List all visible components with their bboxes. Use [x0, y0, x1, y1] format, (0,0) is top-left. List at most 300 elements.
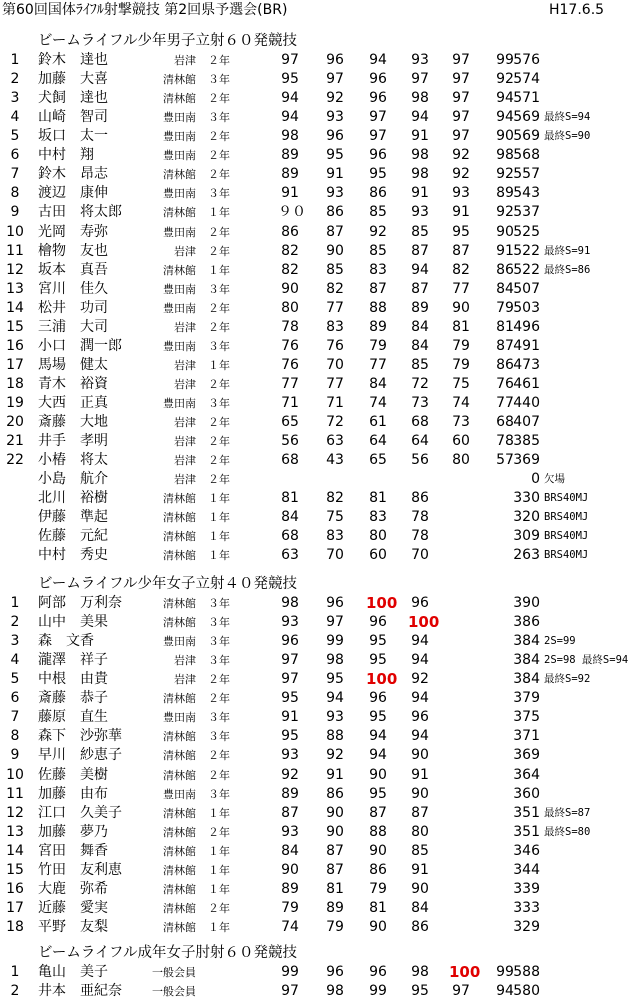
cell-grade: ３年	[208, 111, 230, 124]
cell-name: 坂本 真吾	[38, 262, 108, 278]
cell-school: 豊田南	[163, 788, 196, 801]
cell-s6: 94	[496, 90, 514, 106]
cell-rank: 9	[10, 204, 20, 220]
cell-name: 佐藤 美樹	[38, 767, 108, 783]
cell-total: 320	[513, 509, 540, 525]
cell-name: 竹田 友利恵	[38, 862, 122, 878]
cell-s4: 94	[411, 690, 429, 706]
cell-s4: 56	[411, 452, 429, 468]
cell-s2: 83	[326, 528, 344, 544]
cell-rank: 4	[10, 109, 20, 125]
cell-name: 平野 友梨	[38, 919, 108, 935]
cell-grade: １年	[208, 845, 230, 858]
cell-s5: 90	[452, 300, 470, 316]
cell-grade: ２年	[208, 149, 230, 162]
cell-s1: 97	[281, 671, 299, 687]
cell-school: 清林館	[163, 902, 196, 915]
cell-s1: 94	[281, 90, 299, 106]
cell-s4: 85	[411, 843, 429, 859]
cell-s1: 90	[281, 862, 299, 878]
section-title: ビームライフル少年女子立射４０発競技	[38, 576, 297, 592]
cell-rank: 15	[6, 862, 24, 878]
cell-s6: 92	[496, 71, 514, 87]
cell-s2: 77	[326, 300, 344, 316]
cell-s2: 81	[326, 881, 344, 897]
cell-s3: 90	[369, 919, 387, 935]
cell-s2: 70	[326, 547, 344, 563]
cell-s2: 89	[326, 900, 344, 916]
cell-s3: 88	[369, 824, 387, 840]
cell-s1: 94	[281, 109, 299, 125]
cell-s3: 83	[369, 262, 387, 278]
cell-s1: 84	[281, 509, 299, 525]
cell-name: 青木 裕資	[38, 376, 108, 392]
cell-grade: １年	[208, 359, 230, 372]
cell-s2: 91	[326, 767, 344, 783]
cell-s2: 99	[326, 633, 344, 649]
cell-s3: 95	[369, 709, 387, 725]
cell-s4: 90	[411, 747, 429, 763]
cell-s2: 76	[326, 338, 344, 354]
cell-s6: 92	[496, 204, 514, 220]
cell-s1: 79	[281, 900, 299, 916]
cell-s3: 87	[369, 805, 387, 821]
cell-s2: 94	[326, 690, 344, 706]
cell-school: 岩津	[174, 435, 196, 448]
cell-s3: 81	[369, 900, 387, 916]
cell-s4: 94	[411, 262, 429, 278]
cell-s6: 94	[496, 109, 514, 125]
cell-rank: 17	[6, 357, 24, 373]
cell-s4: 94	[411, 652, 429, 668]
cell-s4: 78	[411, 509, 429, 525]
cell-rank: 12	[6, 262, 24, 278]
cell-total: 386	[513, 614, 540, 630]
cell-s5: 92	[452, 147, 470, 163]
cell-s4: 85	[411, 224, 429, 240]
cell-grade: ３年	[208, 711, 230, 724]
cell-school: 清林館	[163, 530, 196, 543]
cell-s2: 93	[326, 185, 344, 201]
cell-s4: 85	[411, 357, 429, 373]
cell-s1: 91	[281, 185, 299, 201]
cell-name: 斎藤 恭子	[38, 690, 108, 706]
cell-rank: 9	[10, 747, 20, 763]
cell-s2: 96	[326, 128, 344, 144]
cell-total: 580	[513, 983, 540, 999]
cell-s3: 96	[369, 690, 387, 706]
cell-total: 385	[513, 433, 540, 449]
cell-name: 光岡 寿弥	[38, 224, 108, 240]
cell-note: BRS40MJ	[544, 549, 589, 561]
cell-note: BRS40MJ	[544, 530, 589, 542]
cell-rank: 7	[10, 166, 20, 182]
cell-s2: 77	[326, 376, 344, 392]
cell-s4: 84	[411, 900, 429, 916]
cell-s3: 65	[369, 452, 387, 468]
cell-rank: 19	[6, 395, 24, 411]
cell-s1: 89	[281, 786, 299, 802]
cell-s5: 97	[452, 71, 470, 87]
cell-s4: 84	[411, 338, 429, 354]
cell-total: 384	[513, 652, 540, 668]
cell-s3: 96	[369, 964, 387, 980]
cell-rank: 5	[10, 128, 20, 144]
cell-s1: 76	[281, 357, 299, 373]
cell-note: 最終S=92	[544, 673, 591, 685]
cell-s6: 68	[496, 414, 514, 430]
cell-s1: 97	[281, 983, 299, 999]
cell-total: 503	[513, 300, 540, 316]
cell-grade: ２年	[208, 902, 230, 915]
cell-s3: 95	[369, 166, 387, 182]
cell-s5: 97	[452, 128, 470, 144]
cell-name: 古田 将太郎	[38, 204, 122, 220]
cell-rank: 2	[10, 983, 20, 999]
cell-school: 清林館	[163, 826, 196, 839]
cell-grade: ２年	[208, 245, 230, 258]
cell-s1: 81	[281, 490, 299, 506]
cell-s1: 77	[281, 376, 299, 392]
cell-total: 384	[513, 633, 540, 649]
cell-s5: 100	[449, 963, 481, 981]
cell-name: 藤原 直生	[38, 709, 108, 725]
cell-grade: ３年	[208, 187, 230, 200]
cell-total: 569	[513, 109, 540, 125]
cell-school: 清林館	[163, 864, 196, 877]
cell-name: 加藤 由布	[38, 786, 108, 802]
cell-total: 407	[513, 414, 540, 430]
cell-school: 清林館	[163, 492, 196, 505]
cell-name: 宮川 佳久	[38, 281, 108, 297]
cell-rank: 13	[6, 824, 24, 840]
cell-grade: ３年	[208, 597, 230, 610]
cell-s1: 68	[281, 452, 299, 468]
cell-s2: 86	[326, 786, 344, 802]
cell-name: 馬場 健太	[38, 357, 108, 373]
cell-s1: 93	[281, 614, 299, 630]
cell-s1: 76	[281, 338, 299, 354]
cell-rank: 7	[10, 709, 20, 725]
cell-name: 早川 紗恵子	[38, 747, 122, 763]
cell-s4: 87	[411, 281, 429, 297]
cell-total: 351	[513, 805, 540, 821]
cell-total: 0	[531, 471, 540, 487]
cell-grade: １年	[208, 807, 230, 820]
cell-name: 江口 久美子	[38, 805, 122, 821]
cell-s1: 82	[281, 262, 299, 278]
cell-s6: 78	[496, 433, 514, 449]
cell-grade: １年	[208, 921, 230, 934]
cell-school: 豊田南	[163, 111, 196, 124]
cell-total: 574	[513, 71, 540, 87]
cell-s2: 98	[326, 983, 344, 999]
cell-s4: 92	[411, 671, 429, 687]
cell-s6: 86	[496, 262, 514, 278]
cell-s3: 60	[369, 547, 387, 563]
cell-total: 371	[513, 728, 540, 744]
cell-s1: 93	[281, 747, 299, 763]
cell-s2: 97	[326, 71, 344, 87]
cell-s4: 87	[411, 805, 429, 821]
cell-s1: 71	[281, 395, 299, 411]
cell-s2: 72	[326, 414, 344, 430]
cell-grade: ２年	[208, 321, 230, 334]
cell-rank: 14	[6, 300, 24, 316]
cell-s6: 76	[496, 376, 514, 392]
cell-s2: 96	[326, 964, 344, 980]
cell-s2: 43	[326, 452, 344, 468]
cell-rank: 1	[10, 52, 20, 68]
cell-s5: 97	[452, 109, 470, 125]
cell-s3: 96	[369, 614, 387, 630]
cell-s3: 85	[369, 243, 387, 259]
cell-s4: 89	[411, 300, 429, 316]
cell-grade: ２年	[208, 416, 230, 429]
cell-grade: ２年	[208, 673, 230, 686]
cell-total: 339	[513, 881, 540, 897]
cell-s4: 98	[411, 166, 429, 182]
cell-s4: 91	[411, 767, 429, 783]
cell-school: 岩津	[174, 54, 196, 67]
cell-name: 小椿 将太	[38, 452, 108, 468]
cell-s5: 74	[452, 395, 470, 411]
cell-school: 豊田南	[163, 397, 196, 410]
cell-s6: 84	[496, 281, 514, 297]
cell-name: 井本 亜紀奈	[38, 983, 122, 999]
cell-s4: 93	[411, 204, 429, 220]
cell-s4: 94	[411, 728, 429, 744]
cell-s5: 97	[452, 983, 470, 999]
cell-school: 岩津	[174, 673, 196, 686]
cell-total: 390	[513, 595, 540, 611]
cell-note: 最終S=86	[544, 264, 591, 276]
cell-s2: 93	[326, 109, 344, 125]
cell-s3: 97	[369, 109, 387, 125]
cell-grade: ２年	[208, 454, 230, 467]
cell-s3: 88	[369, 300, 387, 316]
cell-name: 小口 潤一郎	[38, 338, 122, 354]
cell-s6: 77	[496, 395, 514, 411]
cell-s5: 60	[452, 433, 470, 449]
cell-total: 576	[513, 52, 540, 68]
cell-s2: 97	[326, 614, 344, 630]
cell-rank: 12	[6, 805, 24, 821]
cell-s3: 90	[369, 843, 387, 859]
cell-s1: 97	[281, 652, 299, 668]
cell-s3: 92	[369, 224, 387, 240]
cell-s3: 95	[369, 652, 387, 668]
cell-total: 496	[513, 319, 540, 335]
cell-s6: 99	[496, 52, 514, 68]
cell-s5: 80	[452, 452, 470, 468]
cell-s2: 87	[326, 843, 344, 859]
cell-name: 森下 沙弥華	[38, 728, 122, 744]
cell-school: 清林館	[163, 73, 196, 86]
cell-school: 清林館	[163, 616, 196, 629]
cell-s2: 96	[326, 52, 344, 68]
cell-grade: ２年	[208, 54, 230, 67]
cell-rank: 21	[6, 433, 24, 449]
cell-name: 大鹿 弥希	[38, 881, 108, 897]
cell-school: 清林館	[163, 511, 196, 524]
cell-s1: 82	[281, 243, 299, 259]
cell-total: 522	[513, 243, 540, 259]
cell-total: 568	[513, 147, 540, 163]
cell-s2: 92	[326, 90, 344, 106]
cell-note: 最終S=87	[544, 807, 591, 819]
cell-s2: 96	[326, 595, 344, 611]
cell-grade: ２年	[208, 749, 230, 762]
cell-grade: ３年	[208, 73, 230, 86]
cell-s2: 87	[326, 862, 344, 878]
cell-name: 瀧澤 祥子	[38, 652, 108, 668]
cell-s1: 68	[281, 528, 299, 544]
cell-school: 岩津	[174, 245, 196, 258]
cell-s3: 96	[369, 147, 387, 163]
cell-s4: 100	[408, 613, 440, 631]
cell-school: 豊田南	[163, 283, 196, 296]
cell-grade: ２年	[208, 435, 230, 448]
cell-rank: 8	[10, 185, 20, 201]
cell-school: 岩津	[174, 378, 196, 391]
cell-rank: 22	[6, 452, 24, 468]
cell-rank: 16	[6, 881, 24, 897]
cell-total: 309	[513, 528, 540, 544]
cell-s6: 98	[496, 147, 514, 163]
cell-school: 岩津	[174, 416, 196, 429]
cell-rank: 10	[6, 224, 24, 240]
cell-grade: ２年	[208, 130, 230, 143]
cell-name: 中根 由貴	[38, 671, 108, 687]
cell-grade: １年	[208, 264, 230, 277]
cell-s3: 84	[369, 376, 387, 392]
cell-s1: 99	[281, 964, 299, 980]
cell-s4: 91	[411, 185, 429, 201]
cell-school: 清林館	[163, 597, 196, 610]
cell-name: 三浦 大司	[38, 319, 108, 335]
cell-s1: ９０	[278, 204, 306, 220]
cell-total: 571	[513, 90, 540, 106]
cell-s5: 87	[452, 243, 470, 259]
cell-name: 斎藤 大地	[38, 414, 108, 430]
cell-rank: 15	[6, 319, 24, 335]
cell-school: 豊田南	[163, 187, 196, 200]
cell-s3: 95	[369, 633, 387, 649]
cell-s2: 75	[326, 509, 344, 525]
cell-name: 佐藤 元紀	[38, 528, 108, 544]
cell-rank: 8	[10, 728, 20, 744]
cell-total: 263	[513, 547, 540, 563]
cell-s1: 98	[281, 128, 299, 144]
cell-name: 松井 功司	[38, 300, 108, 316]
cell-school: 清林館	[163, 749, 196, 762]
cell-s4: 98	[411, 964, 429, 980]
cell-s2: 95	[326, 147, 344, 163]
cell-s6: 99	[496, 964, 514, 980]
cell-s4: 96	[411, 709, 429, 725]
cell-total: 588	[513, 964, 540, 980]
cell-total: 330	[513, 490, 540, 506]
cell-s1: 90	[281, 281, 299, 297]
cell-school: 豊田南	[163, 340, 196, 353]
cell-s3: 94	[369, 52, 387, 68]
cell-s4: 94	[411, 109, 429, 125]
cell-grade: １年	[208, 549, 230, 562]
cell-s2: 83	[326, 319, 344, 335]
cell-s3: 77	[369, 357, 387, 373]
cell-s3: 83	[369, 509, 387, 525]
cell-total: 369	[513, 747, 540, 763]
cell-s6: 91	[496, 243, 514, 259]
cell-grade: １年	[208, 530, 230, 543]
cell-s4: 72	[411, 376, 429, 392]
cell-s3: 94	[369, 747, 387, 763]
cell-s3: 86	[369, 185, 387, 201]
cell-grade: １年	[208, 492, 230, 505]
cell-s4: 95	[411, 983, 429, 999]
cell-s4: 94	[411, 633, 429, 649]
cell-s4: 78	[411, 528, 429, 544]
cell-school: 豊田南	[163, 130, 196, 143]
cell-grade: ３年	[208, 635, 230, 648]
cell-s2: 82	[326, 281, 344, 297]
cell-s1: 63	[281, 547, 299, 563]
cell-school: 清林館	[163, 206, 196, 219]
cell-school: 清林館	[163, 92, 196, 105]
cell-grade: ３年	[208, 397, 230, 410]
cell-name: 中村 翔	[38, 147, 94, 163]
cell-school: 岩津	[174, 359, 196, 372]
cell-total: 369	[513, 452, 540, 468]
cell-rank: 18	[6, 919, 24, 935]
cell-s3: 74	[369, 395, 387, 411]
cell-school: 清林館	[163, 264, 196, 277]
cell-s4: 97	[411, 71, 429, 87]
cell-school: 岩津	[174, 454, 196, 467]
cell-note: BRS40MJ	[544, 492, 589, 504]
cell-s1: 84	[281, 843, 299, 859]
cell-s4: 86	[411, 919, 429, 935]
cell-rank: 10	[6, 767, 24, 783]
cell-s1: 89	[281, 166, 299, 182]
cell-total: 569	[513, 128, 540, 144]
cell-s6: 89	[496, 185, 514, 201]
cell-s2: 92	[326, 747, 344, 763]
cell-name: 鈴木 達也	[38, 52, 108, 68]
cell-rank: 3	[10, 633, 20, 649]
cell-total: 364	[513, 767, 540, 783]
section-title: ビームライフル成年女子肘射６０発競技	[38, 945, 297, 961]
cell-s2: 90	[326, 824, 344, 840]
cell-school: 豊田南	[163, 149, 196, 162]
cell-total: 507	[513, 281, 540, 297]
cell-rank: 1	[10, 595, 20, 611]
cell-total: 329	[513, 919, 540, 935]
cell-s4: 98	[411, 147, 429, 163]
cell-rank: 6	[10, 147, 20, 163]
cell-s1: 92	[281, 767, 299, 783]
cell-s4: 70	[411, 547, 429, 563]
cell-grade: ２年	[208, 692, 230, 705]
cell-school: 清林館	[163, 730, 196, 743]
cell-s3: 86	[369, 862, 387, 878]
cell-grade: ２年	[208, 168, 230, 181]
cell-s1: 91	[281, 709, 299, 725]
section-title: ビームライフル少年男子立射６０発競技	[38, 33, 297, 49]
cell-grade: ２年	[208, 473, 230, 486]
cell-s3: 87	[369, 281, 387, 297]
